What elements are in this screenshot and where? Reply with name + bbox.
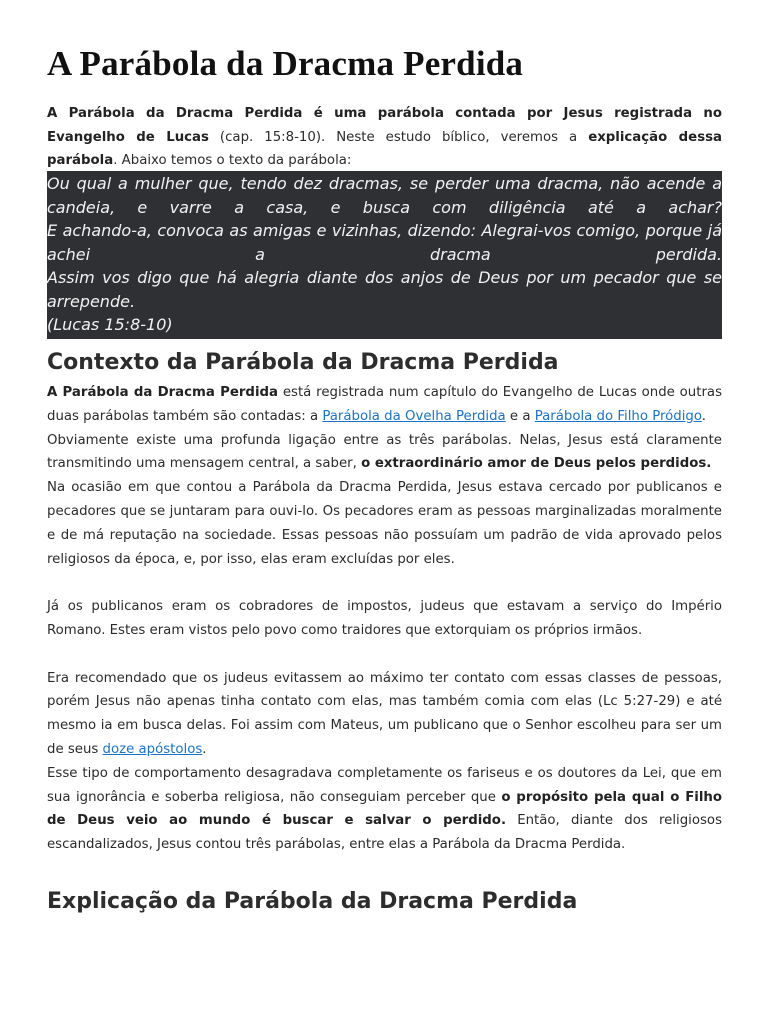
section-heading-context: Contexto da Parábola da Dracma Perdida	[47, 350, 559, 375]
context-p5-end: .	[202, 741, 207, 757]
context-p1-bold: A Parábola da Dracma Perdida	[47, 385, 278, 400]
intro-bold-1: A Parábola da Dracma Perdida é uma parábola contada por Jesus registrada no Evangelho de Lucas	[47, 106, 722, 145]
context-p5-text: Era recomendado que os judeus evitassem ao máximo ter contato com essas classes de pessoas, porém Jesus não apenas tinha contato com elas, mas também comia com elas (Lc 5:27-29) e até mesmo ia em busca delas. Foi assim com Mateus, um publicano que o Senhor escolheu para ser um de seus	[47, 670, 722, 757]
context-p1-text-2: e a	[505, 408, 535, 424]
link-parabola-ovelha-perdida[interactable]: Parábola da Ovelha Perdida	[322, 408, 506, 424]
context-p2-bold: o extraordinário amor de Deus pelos perdidos.	[361, 456, 712, 472]
quote-line-2: E achando-a, convoca as amigas e vizinhas, dizendo: Alegrai-vos comigo, porque já achei a dracma perdida.	[47, 221, 722, 264]
context-paragraph-5	[47, 667, 722, 762]
context-p6-text-2: Então, diante dos religiosos escandalizados, Jesus contou três parábolas, entre elas a Parábola da Dracma Perdida.	[47, 813, 722, 853]
context-paragraph-6	[47, 762, 722, 857]
intro-paragraph	[47, 102, 722, 173]
section-context-body	[47, 381, 722, 857]
intro-text-2: . Abaixo temos o texto da parábola:	[113, 153, 352, 168]
context-paragraph-4: Já os publicanos eram os cobradores de impostos, judeus que estavam a serviço do Império Romano. Estes eram vistos pelo povo como traidores que extorquiam os próprios irmãos.	[47, 599, 722, 638]
context-p6-bold: o propósito pela qual o Filho de Deus veio ao mundo é buscar e salvar o perdido.	[47, 789, 722, 829]
context-p1-text-1: está registrada num capítulo do Evangelho de Lucas onde outras duas parábolas também são contadas: a	[47, 385, 722, 424]
quote-line-1: Ou qual a mulher que, tendo dez dracmas, se perder uma dracma, não acende a candeia, e varre a casa, e busca com diligência até a achar?	[47, 174, 722, 217]
intro-text-1: (cap. 15:8-10). Neste estudo bíblico, veremos a	[208, 129, 589, 145]
section-heading-explanation: Explicação da Parábola da Dracma Perdida	[47, 889, 578, 914]
quote-line-3: Assim vos digo que há alegria diante dos anjos de Deus por um pecador que se arrepende.	[47, 268, 722, 311]
context-paragraph-2	[47, 429, 722, 477]
context-paragraph-1	[47, 381, 722, 429]
intro-bold-2: explicação dessa parábola	[47, 129, 722, 168]
context-p1-text-3: .	[701, 408, 706, 424]
link-doze-apostolos[interactable]: doze apóstolos	[102, 741, 203, 757]
context-p2-text: Obviamente existe uma profunda ligação entre as três parábolas. Nelas, Jesus está claramente transmitindo uma mensagem central, a saber,	[47, 432, 722, 472]
page-title: A Parábola da Dracma Perdida	[47, 44, 524, 83]
context-paragraph-3: Na ocasião em que contou a Parábola da Dracma Perdida, Jesus estava cercado por publicanos e pecadores que se juntaram para ouvi-lo. Os pecadores eram as pessoas marginalizadas moralmente e de má reputação na sociedade. Essas pessoas não possuíam um padrão de vida aprovado pelos religiosos da época, e, por isso, elas eram excluídas por eles.	[47, 480, 722, 567]
context-p6-text-1: Esse tipo de comportamento desagradava completamente os fariseus e os doutores da Lei, que em sua ignorância e soberba religiosa, não conseguiam perceber que	[47, 765, 722, 805]
scripture-quote	[47, 171, 722, 339]
link-parabola-filho-prodigo[interactable]: Parábola do Filho Pródigo	[534, 408, 702, 424]
quote-reference: (Lucas 15:8-10)	[47, 315, 173, 334]
